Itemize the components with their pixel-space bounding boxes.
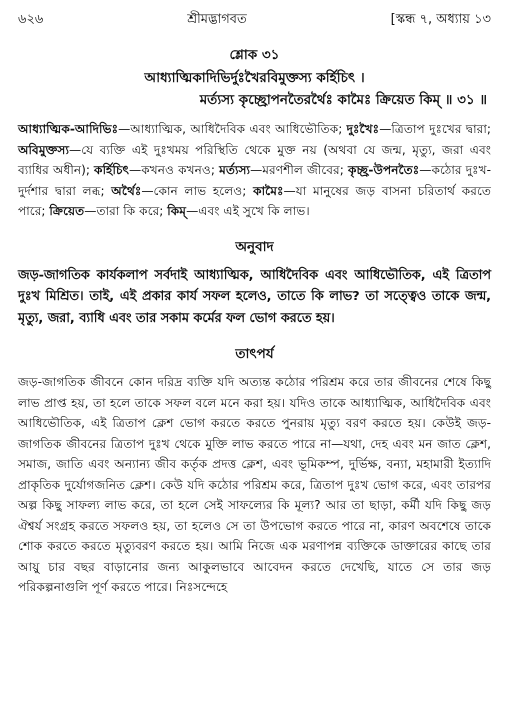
chapter-reference: [স্কন্ধ ৭, অধ্যায় ১৩ xyxy=(390,12,491,27)
book-title: শ্রীমদ্ভাগবত xyxy=(187,12,247,27)
synonym-meaning: —কখনও কখনও; xyxy=(129,163,220,178)
running-header xyxy=(18,10,491,32)
synonyms-paragraph xyxy=(18,119,491,222)
verse-line-1: আধ্যাত্মিকাদিভির্দুঃখৈরবিমুক্তস্য কর্হিচিৎ । xyxy=(144,70,365,86)
synonym-meaning: —যা মানুষের জড় বাসনা চরিতার্থ করতে পারে; xyxy=(18,183,492,219)
synonym-word: কিম্ xyxy=(167,204,187,219)
synonym-word: কৃচ্ছ্র-উপনতৈঃ xyxy=(347,163,420,178)
book-page xyxy=(18,10,491,598)
synonym-meaning: —আধ্যাত্মিক, আধিদৈবিক এবং আধিভৌতিক; xyxy=(118,122,347,136)
synonym-meaning: —কোন লাভ হলেও; xyxy=(141,183,254,198)
synonym-word: অর্থৈঃ xyxy=(111,183,142,198)
synonym-word: অবিমুক্তস্য xyxy=(18,142,70,157)
synonym-meaning: —কঠোর দুঃখ-দুর্দশার দ্বারা লব্ধ; xyxy=(18,163,492,198)
synonym-word: কর্হিচিৎ xyxy=(94,163,130,178)
page-number: ৬২৬ xyxy=(18,12,44,27)
translation-title: অনুবাদ xyxy=(235,238,274,255)
synonym-meaning: —তারা কি করে; xyxy=(84,204,168,219)
translation-text: জড়-জাগতিক কার্যকলাপ সর্বদাই আধ্যাত্মিক, আধিদৈবিক এবং আধিভৌতিক, এই ত্রিতাপ দুঃখ মিশ্রিত। তাই, এই প্রকার কার্য সফল হলেও, তাতে কি লাভ? তা সত্ত্বেও তাকে জন্ম, মৃত্যু, জরা, ব্যাধি এবং তার সকাম কর্মের ফল ভোগ করতে হয়। xyxy=(18,267,491,326)
synonym-word: আধ্যাত্মিক-আদিভিঃ xyxy=(18,122,119,136)
synonym-word: কামৈঃ xyxy=(253,183,284,198)
synonym-word: ক্রিয়েত xyxy=(49,204,85,219)
purport-text: জড়-জাগতিক জীবনে কোন দরিদ্র ব্যক্তি যদি অত্যন্ত কঠোর পরিশ্রম করে তার জীবনের শেষে কিছু লাভ প্রাপ্ত হয়, তা হলে তাকে সফল বলে মনে করা হয়। যদিও তাকে আধ্যাত্মিক, আধিদৈবিক এবং আধিভৌতিক, এই ত্রিতাপ ক্লেশ ভোগ করতে করতে পুনরায় মৃত্যু বরণ করতে হয়। কেউই জড়-জাগতিক জীবনের ত্রিতাপ দুঃখ থেকে মুক্তি লাভ করতে পারে না—যথা, দেহ এবং মন জাত ক্লেশ, সমাজ, জাতি এবং অন্যান্য জীব কর্তৃক প্রদত্ত ক্লেশ, এবং ভূমিকম্প, দুর্ভিক্ষ, বন্যা, মহামারী ইত্যাদি প্রাকৃতিক দুর্যোগজনিত ক্লেশ। কেউ যদি কঠোর পরিশ্রম করে, ত্রিতাপ দুঃখ ভোগ করে, এবং তারপর অল্প কিছু সাফল্য লাভ করে, তা হলে সেই সাফল্যের কি মূল্য? আর তা ছাড়া, কর্মী যদি কিছু জড় ঐশ্বর্য সংগ্রহ করতে সফলও হয়, তা হলেও সে তা উপভোগ করতে পারে না, কারণ অবশেষে তাকে শোক করতে করতে মৃত্যুবরণ করতে হয়। আমি নিজে এক মরণাপন্ন ব্যক্তিকে ডাক্তারের কাছে তার আয়ু চার বছর বাড়ানোর জন্য আকুলভাবে আবেদন করতে দেখেছি, যাতে সে তার জড় পরিকল্পনাগুলি পূর্ণ করতে পারে। নিঃসন্দেহে xyxy=(18,375,492,595)
shloka-label: শ্লোক ৩১ xyxy=(229,47,280,63)
synonym-meaning: —মরণশীল জীবের; xyxy=(250,163,348,178)
synonym-meaning: —যে ব্যক্তি এই দুঃখময় পরিস্থিতি থেকে মুক্ত নয় (অথবা যে জন্ম, মৃত্যু, জরা এবং ব্যাধির অধীন); xyxy=(18,142,491,178)
verse-line-2: মর্ত্যস্য কৃচ্ছ্রোপনতৈরর্থৈঃ কামৈঃ ক্রিয়েত কিম্ ॥ ৩১ ॥ xyxy=(199,92,487,108)
synonym-meaning: —ত্রিতাপ দুঃখের দ্বারা; xyxy=(379,122,491,136)
synonym-word: দুঃখৈঃ xyxy=(346,122,380,136)
purport-title: তাৎপর্য xyxy=(235,346,274,363)
synonym-word: মর্ত্যস্য xyxy=(219,163,251,178)
synonym-meaning: —এবং এই সুখে কি লাভ। xyxy=(186,204,310,219)
